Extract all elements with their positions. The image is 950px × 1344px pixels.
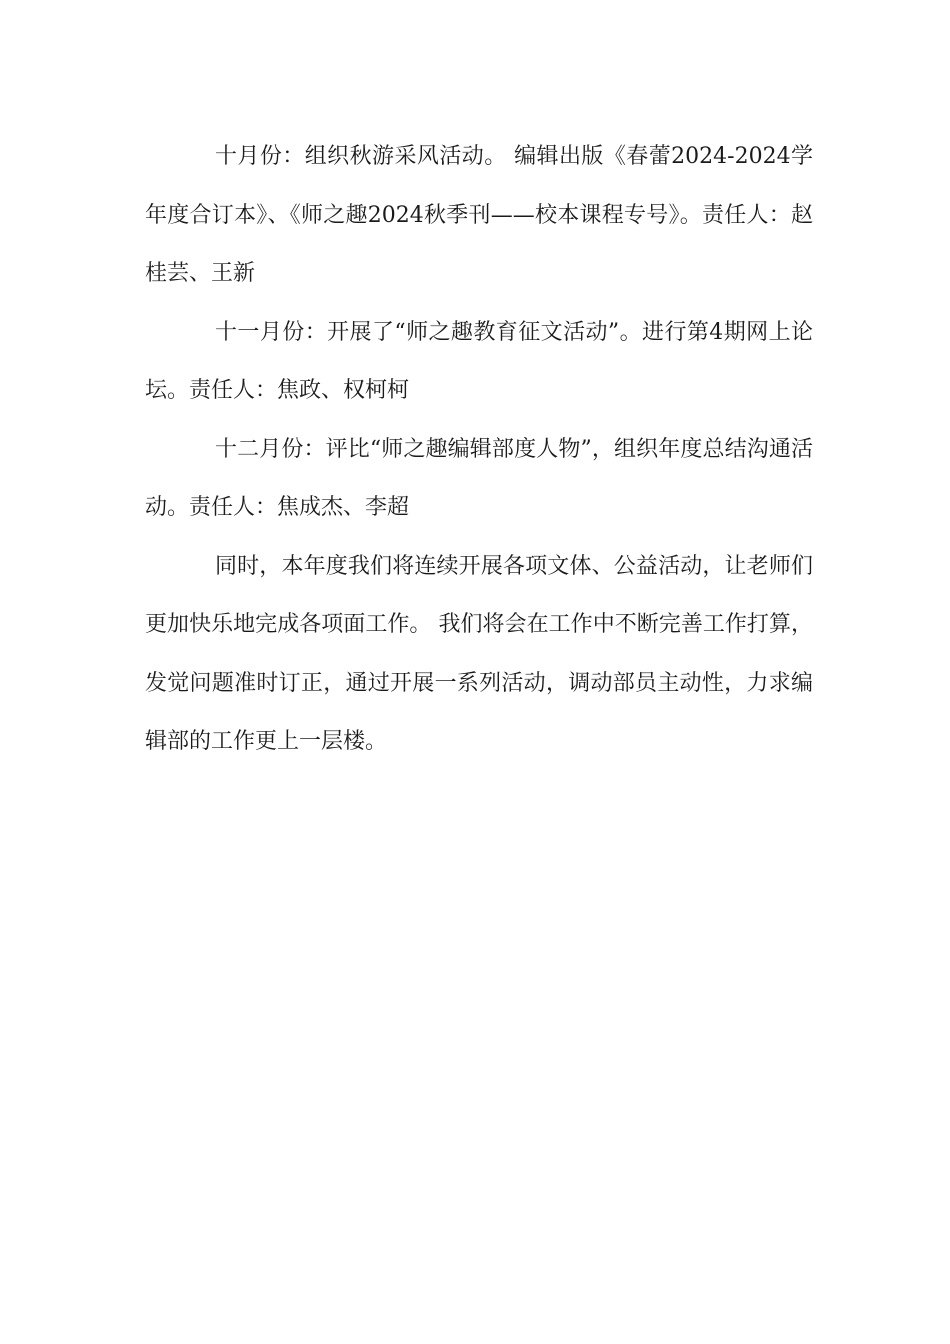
paragraph-october: 十月份：组织秋游采风活动。 编辑出版《春蕾2024-2024学年度合订本》、《师之趣2024秋季刊——校本课程专号》。责任人：赵桂芸、王新 — [145, 144, 813, 286]
document-body — [145, 128, 813, 772]
paragraph-summary: 同时，本年度我们将连续开展各项文体、公益活动，让老师们更加快乐地完成各项面工作。 我们将会在工作中不断完善工作打算，发觉问题准时订正，通过开展一系列活动，调动部员主动性，力求编辑部的工作更上一层楼。 — [145, 553, 813, 754]
paragraph-november: 十一月份：开展了“师之趣教育征文活动”。进行第4期网上论坛。责任人：焦政、权柯柯 — [145, 319, 813, 403]
paragraph-december: 十二月份：评比“师之趣编辑部度人物”，组织年度总结沟通活动。责任人：焦成杰、李超 — [145, 436, 813, 520]
